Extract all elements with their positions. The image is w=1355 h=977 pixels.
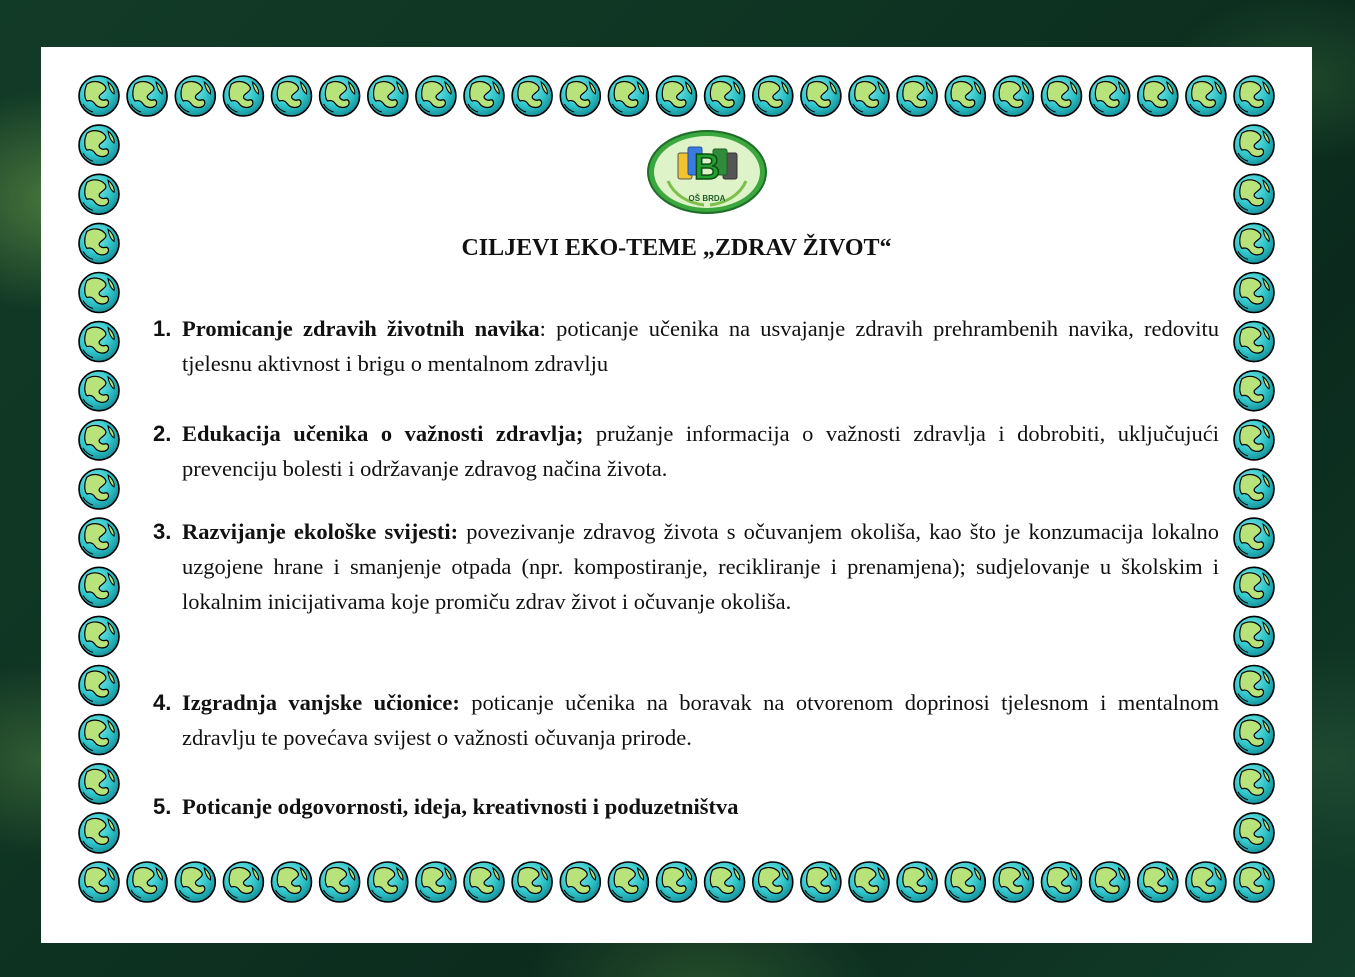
globe-icon bbox=[1234, 371, 1274, 411]
globe-icon bbox=[464, 76, 504, 116]
goal-body bbox=[182, 685, 1219, 755]
goal-heading: Edukacija učenika o važnosti zdravlja; bbox=[182, 421, 584, 446]
globe-icon bbox=[127, 862, 167, 902]
globe-icon bbox=[79, 666, 119, 706]
globe-icon bbox=[223, 862, 263, 902]
goal-item-5 bbox=[153, 789, 1219, 824]
globe-icon bbox=[79, 715, 119, 755]
goal-heading: Razvijanje ekološke svijesti: bbox=[182, 519, 459, 544]
goal-number: 4. bbox=[153, 690, 172, 715]
globe-icon bbox=[1234, 420, 1274, 460]
globe-icon bbox=[368, 76, 408, 116]
goal-item-4 bbox=[153, 685, 1219, 755]
goal-text: : poticanje učenika na usvajanje zdravih prehrambenih navika, redovitu tjelesnu aktivnost i brigu o mentalnom zdravlju bbox=[182, 316, 1219, 376]
logo-caption: OŠ BRDA bbox=[688, 194, 726, 203]
goal-number: 3. bbox=[153, 519, 172, 544]
globe-icon bbox=[320, 862, 360, 902]
goal-body bbox=[182, 311, 1219, 381]
globe-icon bbox=[79, 813, 119, 853]
globe-icon bbox=[1234, 862, 1274, 902]
globe-icon bbox=[1186, 862, 1226, 902]
globe-icon bbox=[608, 862, 648, 902]
globe-icon bbox=[175, 76, 215, 116]
globe-icon bbox=[79, 469, 119, 509]
globe-icon bbox=[801, 862, 841, 902]
globe-icon bbox=[79, 420, 119, 460]
globe-icon bbox=[608, 76, 648, 116]
globe-icon bbox=[79, 862, 119, 902]
globe-icon bbox=[1042, 862, 1082, 902]
globe-icon bbox=[657, 862, 697, 902]
globe-icon bbox=[1234, 518, 1274, 558]
globe-icon bbox=[1234, 813, 1274, 853]
globe-icon bbox=[464, 862, 504, 902]
goal-text: poticanje učenika na boravak na otvorenom doprinosi tjelesnom i mentalnom zdravlju te povećava svijest o važnosti očuvanja prirode. bbox=[182, 690, 1219, 750]
poster-card bbox=[41, 47, 1312, 943]
globe-icon bbox=[753, 862, 793, 902]
globe-icon bbox=[1234, 76, 1274, 116]
goal-text: povezivanje zdravog života s očuvanjem okoliša, kao što je konzumacija lokalno uzgojene hrane i smanjenje otpada (npr. kompostiranje, recikliranje i prenamjena); sudjelovanje u školskim i lokalnim inicijativama koje promiču zdrav život i očuvanje okoliša. bbox=[182, 519, 1219, 614]
globe-icon bbox=[79, 76, 119, 116]
globe-icon bbox=[79, 273, 119, 313]
globe-icon bbox=[560, 76, 600, 116]
globe-icon bbox=[801, 76, 841, 116]
globe-icon bbox=[897, 76, 937, 116]
globe-icon bbox=[560, 862, 600, 902]
globe-icon bbox=[416, 862, 456, 902]
globe-icon bbox=[1042, 76, 1082, 116]
globe-icon bbox=[1138, 862, 1178, 902]
goal-item-1 bbox=[153, 311, 1219, 381]
globe-icon bbox=[272, 76, 312, 116]
goal-heading: Promicanje zdravih životnih navika bbox=[182, 316, 540, 341]
globe-icon bbox=[705, 862, 745, 902]
goal-body bbox=[182, 416, 1219, 486]
globe-icon bbox=[127, 76, 167, 116]
globe-icon bbox=[945, 76, 985, 116]
globe-icon bbox=[79, 322, 119, 362]
goal-heading: Poticanje odgovornosti, ideja, kreativnosti i poduzetništva bbox=[182, 794, 739, 819]
globe-icon bbox=[1234, 322, 1274, 362]
goal-number: 5. bbox=[153, 794, 172, 819]
goal-body bbox=[182, 789, 1219, 824]
globe-icon bbox=[79, 518, 119, 558]
globe-icon bbox=[223, 76, 263, 116]
globe-icon bbox=[79, 174, 119, 214]
goal-item-3 bbox=[153, 514, 1219, 619]
globe-icon bbox=[849, 76, 889, 116]
school-logo bbox=[646, 129, 768, 215]
globe-icon bbox=[945, 862, 985, 902]
globe-icon bbox=[993, 862, 1033, 902]
globe-icon bbox=[849, 862, 889, 902]
globe-icon bbox=[1186, 76, 1226, 116]
globe-icon bbox=[753, 76, 793, 116]
globe-icon bbox=[705, 76, 745, 116]
globe-icon bbox=[175, 862, 215, 902]
globe-icon bbox=[1234, 715, 1274, 755]
globe-icon bbox=[1234, 567, 1274, 607]
globe-icon bbox=[79, 567, 119, 607]
globe-icon bbox=[1090, 76, 1130, 116]
goal-number: 1. bbox=[153, 316, 172, 341]
goal-heading: Izgradnja vanjske učionice: bbox=[182, 690, 460, 715]
globe-icon bbox=[512, 76, 552, 116]
globe-icon bbox=[1234, 666, 1274, 706]
globe-icon bbox=[657, 76, 697, 116]
globe-icon bbox=[1234, 764, 1274, 804]
globe-icon bbox=[512, 862, 552, 902]
globe-icon bbox=[1234, 616, 1274, 656]
goal-body bbox=[182, 514, 1219, 619]
globe-icon bbox=[1090, 862, 1130, 902]
globe-icon bbox=[897, 862, 937, 902]
globe-icon bbox=[320, 76, 360, 116]
goal-item-2 bbox=[153, 416, 1219, 486]
globe-icon bbox=[79, 371, 119, 411]
globe-icon bbox=[1234, 273, 1274, 313]
globe-icon bbox=[79, 616, 119, 656]
logo-letter: B bbox=[694, 146, 720, 187]
globe-icon bbox=[416, 76, 456, 116]
globe-icon bbox=[1234, 125, 1274, 165]
globe-icon bbox=[1138, 76, 1178, 116]
globe-icon bbox=[993, 76, 1033, 116]
goal-text: pružanje informacija o važnosti zdravlja i dobrobiti, uključujući prevenciju bolesti i održavanje zdravog načina života. bbox=[182, 421, 1219, 481]
globe-icon bbox=[368, 862, 408, 902]
globe-icon bbox=[1234, 469, 1274, 509]
globe-icon bbox=[79, 764, 119, 804]
globe-icon bbox=[1234, 174, 1274, 214]
page-title: CILJEVI EKO-TEME „ZDRAV ŽIVOT“ bbox=[461, 235, 892, 261]
goal-number: 2. bbox=[153, 421, 172, 446]
globe-icon bbox=[272, 862, 312, 902]
globe-icon bbox=[79, 125, 119, 165]
